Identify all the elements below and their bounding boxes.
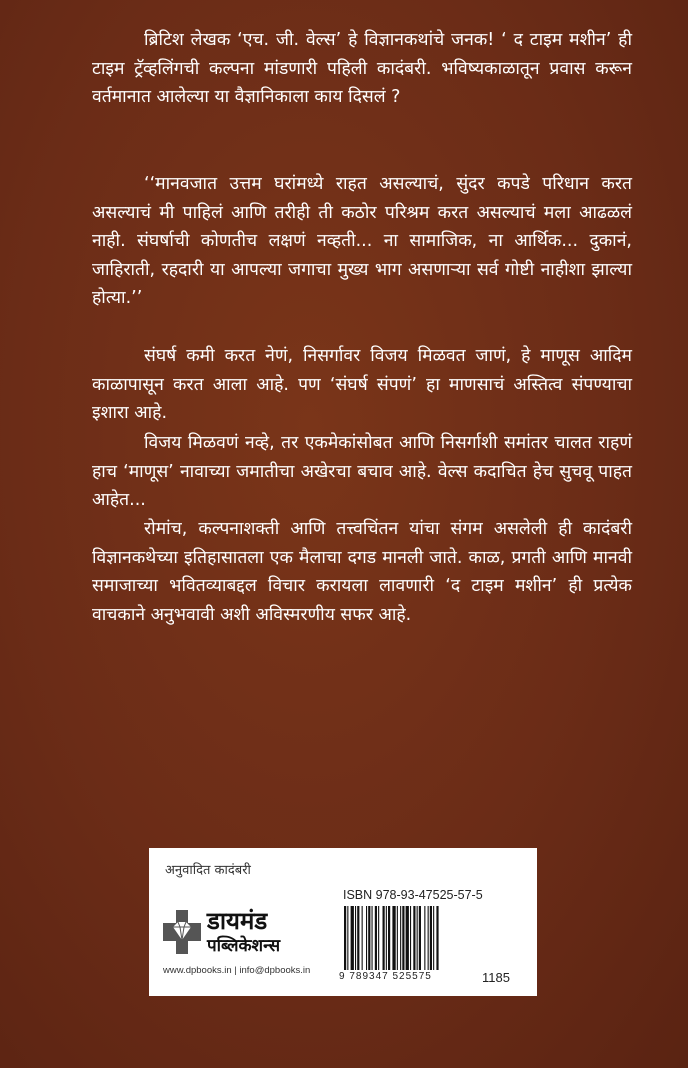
blurb-quote: ‘‘मानवजात उत्तम घरांमध्ये राहत असल्याचं, सुंदर कपडे परिधान करत असल्याचं मी पाहिलं आणि तरीही ती कठोर परिश्रम करत असल्याचं मला आढळलं नाही. संघर्षाची कोणतीच लक्षणं नव्हती... ना सामाजिक, ना आर्थिक... दुकानं, जाहिराती, रहदारी या आपल्या जगाचा मुख्य भाग असणाऱ्या सर्व गोष्टी नाहीशा झाल्या होत्या.’’: [92, 174, 632, 308]
blurb-paragraph-victory: विजय मिळवणं नव्हे, तर एकमेकांसोबत आणि निसर्गाशी समांतर चालत राहणं हाच ‘माणूस’ नावाच्या जमातीचा अखेरचा बचाव आहे. वेल्स कदाचित हेच सुचवू पाहत आहेत...: [92, 433, 632, 510]
blurb-paragraph-struggle: संघर्ष कमी करत नेणं, निसर्गावर विजय मिळवत जाणं, हे माणूस आदिम काळापासून करत आला आहे. पण ‘संघर्ष संपणं’ हा माणसाचं अस्तित्व संपण्याचा इशारा आहे.: [92, 346, 632, 423]
barcode-digits: 9 789347 525575: [339, 971, 432, 982]
publisher-name: डायमंड: [207, 907, 268, 935]
barcode: [342, 906, 470, 970]
blurb-paragraph-closing: रोमांच, कल्पनाशक्ती आणि तत्त्वचिंतन यांचा संगम असलेली ही कादंबरी विज्ञानकथेच्या इतिहासातला एक मैलाचा दगड मानली जाते. काळ, प्रगती आणि मानवी समाजाच्या भवितव्याबद्दल विचार करायला लावणारी ‘द टाइम मशीन’ ही प्रत्येक वाचकाने अनुभवावी अशी अविस्मरणीय सफर आहे.: [92, 519, 632, 625]
genre-label: अनुवादित कादंबरी: [165, 863, 251, 878]
publisher-panel: [149, 848, 537, 996]
publisher-name-sub: पब्लिकेशन्स: [207, 936, 281, 956]
publisher-contact: www.dpbooks.in | info@dpbooks.in: [163, 965, 311, 976]
diamond-logo-icon: [163, 910, 201, 954]
blurb-paragraph-intro: ब्रिटिश लेखक ‘एच. जी. वेल्स’ हे विज्ञानकथांचे जनक! ‘ द टाइम मशीन’ ही टाइम ट्रॅव्हलिंगची कल्पना मांडणारी पहिली कादंबरी. भविष्यकाळातून प्रवास करून वर्तमानात आलेल्या या वैज्ञानिकाला काय दिसलं ?: [92, 30, 632, 107]
isbn-label: ISBN 978-93-47525-57-5: [343, 888, 483, 902]
price-code: 1185: [482, 970, 510, 985]
